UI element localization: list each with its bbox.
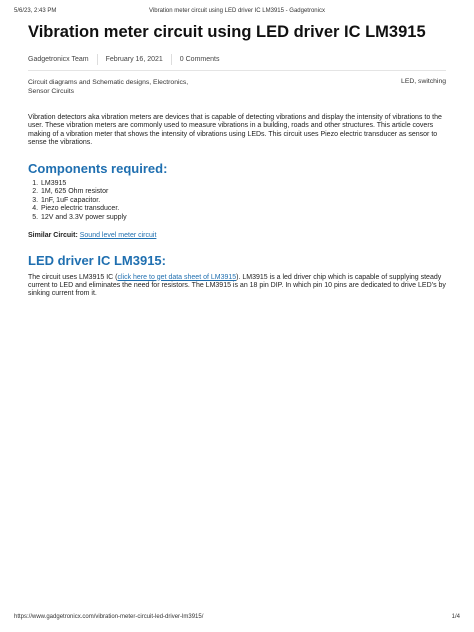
article-meta [28, 54, 446, 65]
intro-paragraph: Vibration detectors aka vibration meters are devices that is capable of detecting vibrations and display the intensity of vibrations to the user. These vibration meters are commonly used to measure vibrations in a building, roads and other structures. This article covers making of a vibration meter that shows the intensity of vibrations using LEDs. This circuit uses Piezo electric transducer as sensor to sense the vibrations. [28, 114, 442, 147]
print-page-title: Vibration meter circuit using LED driver IC LM3915 - Gadgetronicx [149, 8, 325, 14]
categories [28, 78, 208, 96]
author-link[interactable]: Gadgetronicx Team [28, 56, 89, 63]
list-item: 3. 1nF, 1uF capacitor. [40, 197, 446, 206]
components-heading: Components required: [28, 160, 168, 176]
tags [401, 78, 446, 85]
print-datetime: 5/6/23, 2:43 PM [14, 8, 57, 14]
page-number: 1/4 [451, 614, 460, 620]
meta-divider [97, 54, 98, 65]
similar-circuit [28, 232, 446, 239]
paragraph-text: ). LM3915 is a led driver chip which is capable of supplying steady current to LED and eliminates the need for resistors. The LM3915 is an 18 pin DIP. In which pin 10 pins are dedicated to drive LED’s by sinking current from it. [28, 273, 446, 298]
similar-label: Similar Circuit: [28, 231, 78, 239]
print-header [14, 8, 460, 18]
comments-link[interactable]: 0 Comments [179, 56, 220, 63]
meta-divider [171, 54, 172, 65]
components-list [28, 180, 446, 223]
publish-date: February 16, 2021 [105, 56, 163, 63]
list-item: 2. 1M, 625 Ohm resistor [40, 188, 446, 197]
similar-circuit-link[interactable]: Sound level meter circuit [79, 231, 157, 239]
article [28, 24, 446, 299]
page-url: https://www.gadgetronicx.com/vibration-meter-circuit-led-driver-lm3915/ [14, 614, 204, 620]
list-item: 4. Piezo electric transducer. [40, 205, 446, 214]
led-driver-paragraph [28, 274, 446, 299]
tags-links[interactable]: LED, switching [401, 78, 446, 85]
datasheet-link[interactable]: click here to get data sheet of LM3915 [117, 273, 237, 281]
paragraph-text: The circuit uses LM3915 IC ( [28, 273, 118, 281]
taxonomy-row [28, 70, 446, 100]
print-footer [14, 614, 460, 624]
led-driver-heading: LED driver IC LM3915: [28, 252, 166, 268]
list-item: 5. 12V and 3.3V power supply [40, 214, 446, 223]
article-title: Vibration meter circuit using LED driver IC LM3915 [28, 23, 426, 41]
categories-links[interactable]: Circuit diagrams and Schematic designs, Electronics, Sensor Circuits [28, 79, 189, 95]
list-item: 1. LM3915 [40, 180, 446, 189]
